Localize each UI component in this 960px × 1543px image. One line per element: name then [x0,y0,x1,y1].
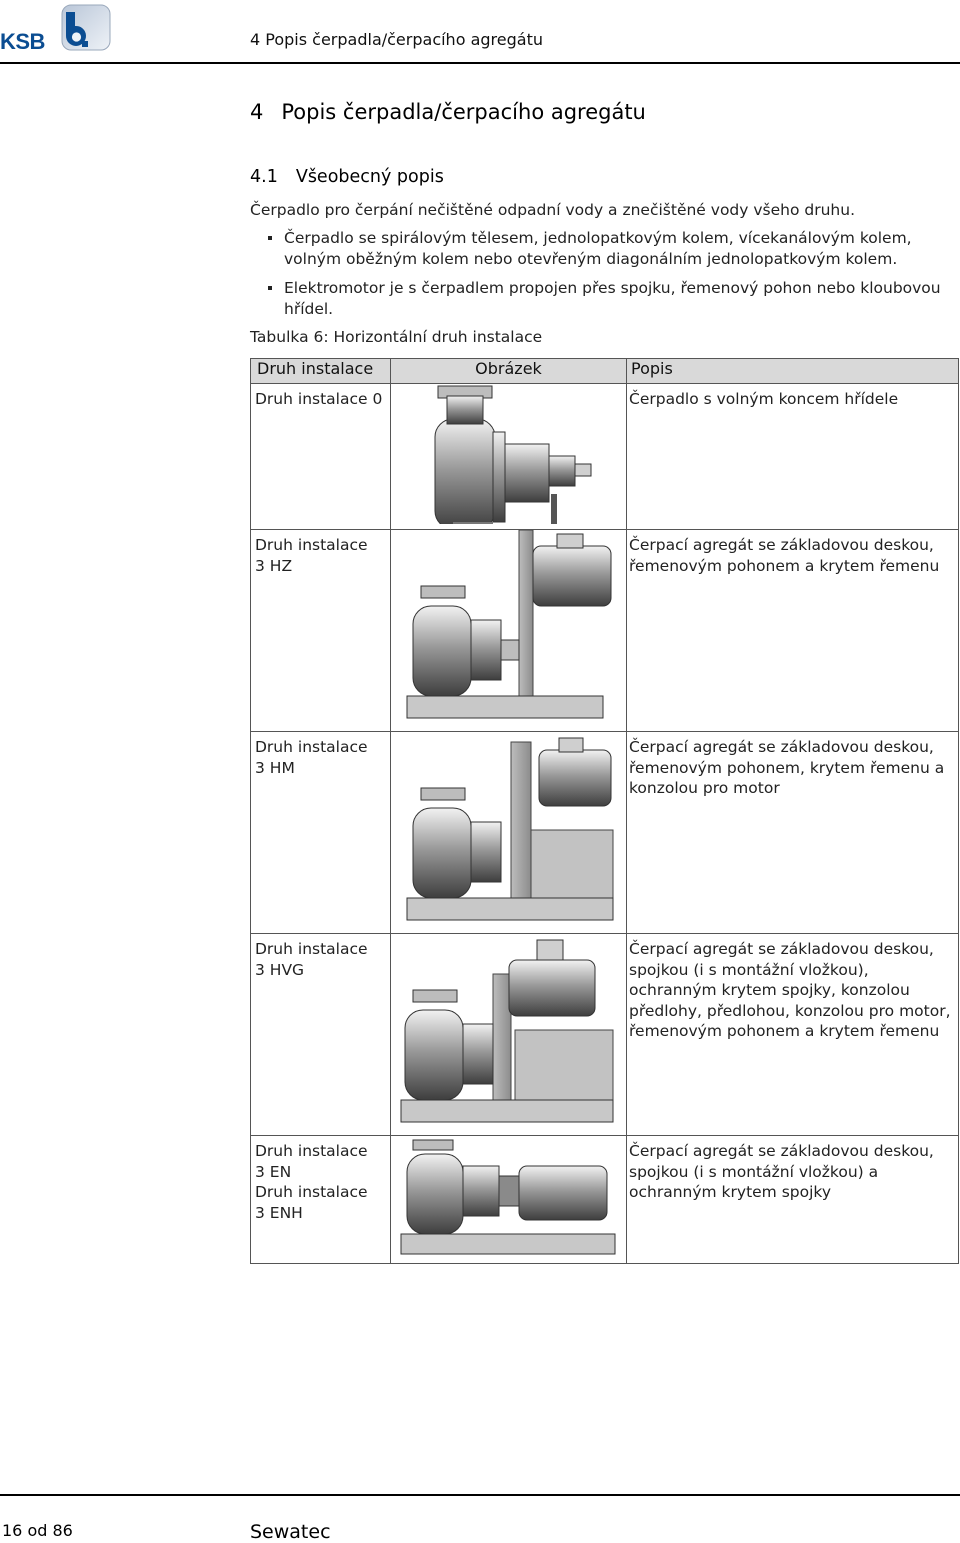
table-row [251,934,959,1136]
intro-paragraph: Čerpadlo pro čerpání nečištěné odpadní vody a znečištěné vody všeho druhu. [250,201,855,219]
table-header-row [251,359,959,384]
description-cell: Čerpací agregát se základovou deskou, řemenovým pohonem, krytem řemenu a konzolou pro motor [627,732,959,934]
installation-type-line: Druh instalace [255,738,368,756]
bullet-item [268,228,958,269]
table-row [251,1136,959,1264]
column-header-image: Obrázek [391,359,627,384]
bullet-text: Čerpadlo se spirálovým tělesem, jednolopatkovým kolem, vícekanálovým kolem, volným oběžným kolem nebo otevřeným diagonálním jednolopatkovým kolem. [284,229,912,268]
installation-type-cell [251,530,391,732]
section-heading [250,100,646,124]
footer-product-name: Sewatec [250,1521,331,1543]
description-cell: Čerpací agregát se základovou deskou, řemenovým pohonem a krytem řemenu [627,530,959,732]
pump-bare-shaft-image [391,384,626,524]
image-cell [391,1136,627,1264]
table-caption-text: Horizontální druh instalace [333,328,543,346]
description-cell: Čerpadlo s volným koncem hřídele [627,384,959,530]
bullet-marker [268,236,272,240]
installation-type-line: Druh instalace [255,536,368,554]
installation-type-line: Druh instalace [255,940,368,958]
installation-type-cell [251,1136,391,1264]
pump-coupling-baseplate-image [391,1136,626,1258]
table-row [251,530,959,732]
installation-type-line: 3 ENH [255,1203,303,1222]
table-caption [250,327,542,348]
subsection-number: 4.1 [250,167,278,187]
subsection-heading [250,167,444,187]
pump-countershaft-drive-image [391,934,626,1130]
bullet-marker [268,286,272,290]
image-cell [391,384,627,530]
installation-type-cell [251,934,391,1136]
ksb-logo [0,2,112,54]
header-rule [0,62,960,64]
installation-type-line: Druh instalace 0 [255,390,383,408]
description-cell: Čerpací agregát se základovou deskou, spojkou (i s montážní vložkou) a ochranným krytem spojky [627,1136,959,1264]
running-header-title: 4 Popis čerpadla/čerpacího agregátu [250,30,543,49]
section-title: Popis čerpadla/čerpacího agregátu [281,100,646,124]
pump-belt-drive-image [391,530,626,726]
installation-table [250,358,958,1241]
installation-type-line: 3 HVG [255,960,305,979]
section-number: 4 [250,100,264,124]
footer-rule [0,1494,960,1496]
installation-type-line: 3 HZ [255,556,293,575]
table-caption-label: Tabulka 6: [250,328,329,346]
bullet-item [268,278,958,319]
bullet-text: Elektromotor je s čerpadlem propojen přes spojku, řemenový pohon nebo kloubovou hřídel. [284,279,941,318]
installation-type-line: 3 HM [255,758,295,777]
table-row [251,732,959,934]
column-header-type: Druh instalace [251,359,391,384]
column-header-description: Popis [627,359,959,384]
installation-type-cell [251,384,391,530]
installation-type-line: Druh instalace [255,1142,368,1160]
installation-type-cell [251,732,391,934]
installation-type-line: 3 EN [255,1162,292,1181]
pump-belt-drive-motor-console-image [391,732,626,928]
page-number: 16 od 86 [2,1521,73,1540]
table-row [251,384,959,530]
image-cell [391,934,627,1136]
image-cell [391,530,627,732]
description-cell: Čerpací agregát se základovou deskou, spojkou (i s montážní vložkou), ochranným krytem spojky, konzolou předlohy, předlohou, konzolou pro motor, řemenovým pohonem a krytem řemenu [627,934,959,1136]
image-cell [391,732,627,934]
svg-text:KSB: KSB [0,29,45,54]
installation-type-line: Druh instalace [255,1183,368,1201]
subsection-title: Všeobecný popis [295,167,444,187]
